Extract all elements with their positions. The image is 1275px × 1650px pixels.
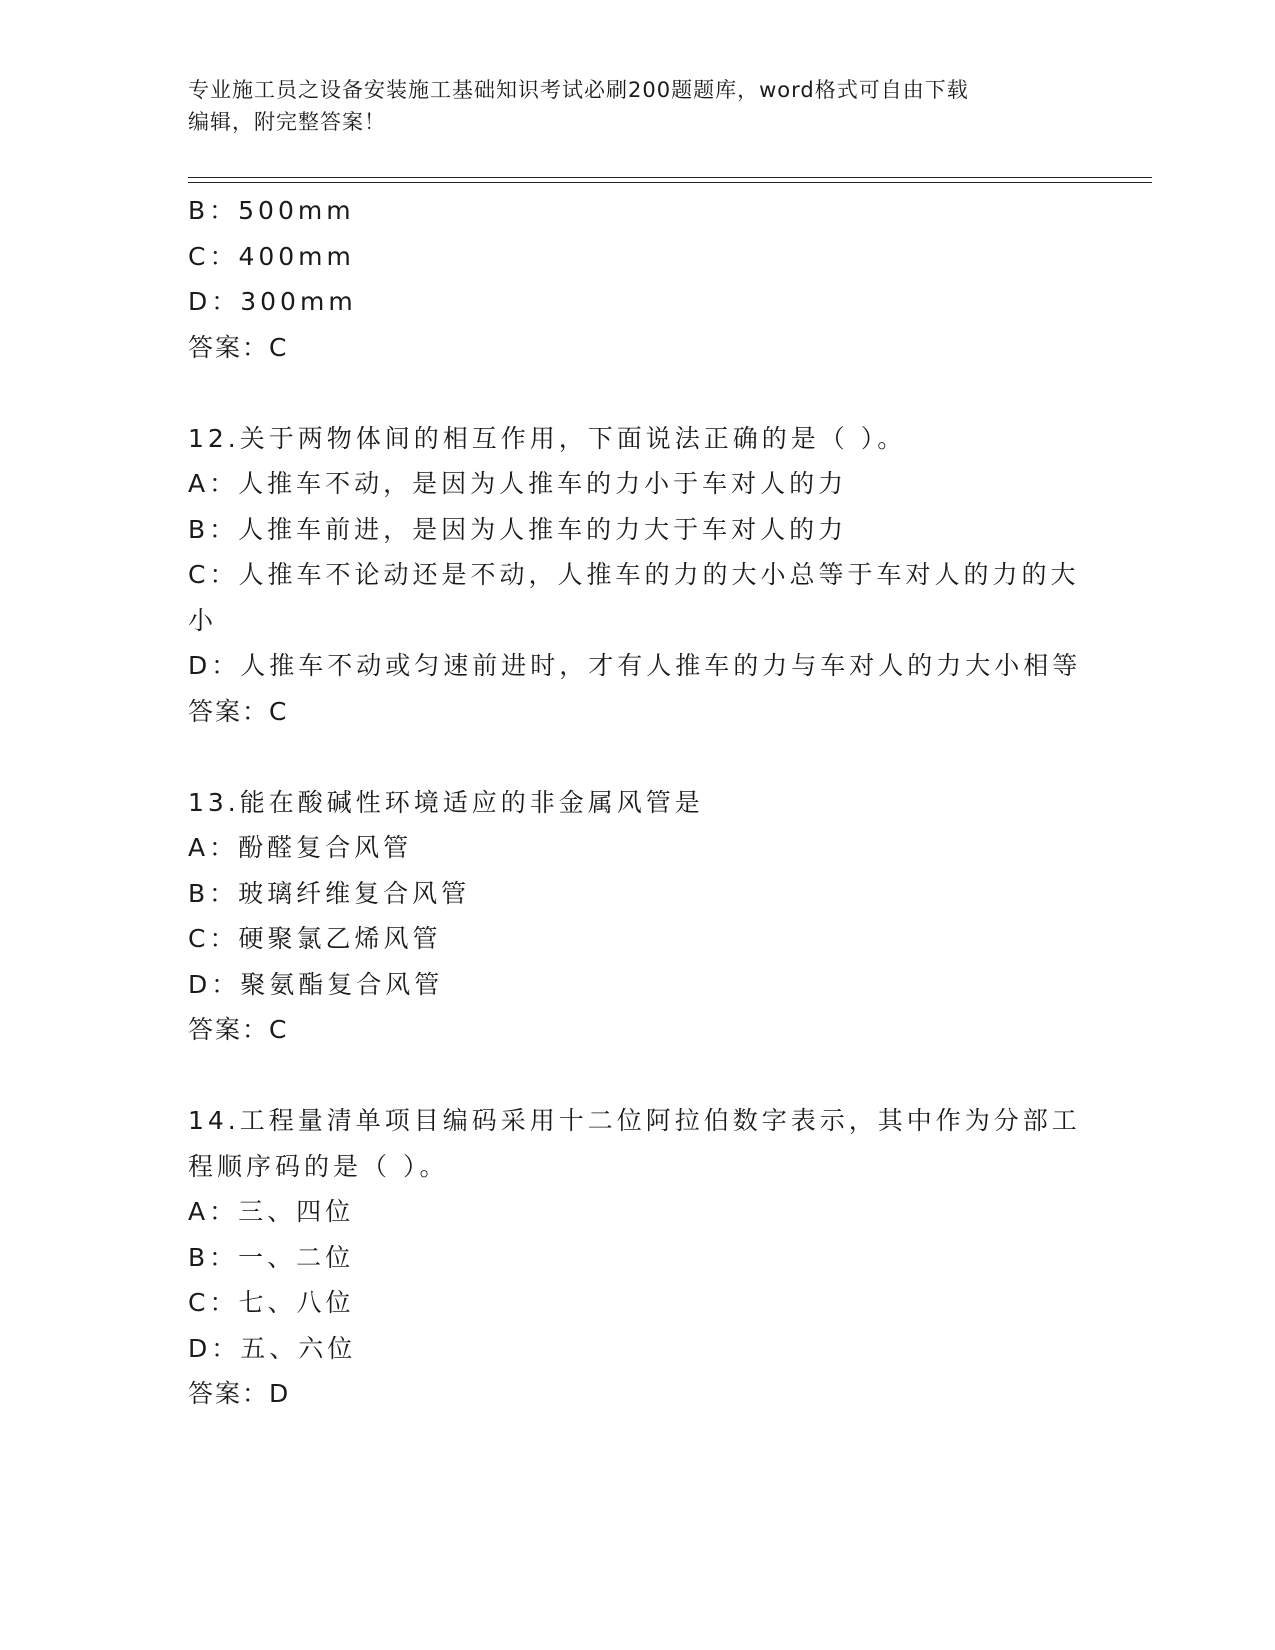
option-c-continued: 小 — [188, 605, 218, 635]
question-11-fragment — [188, 188, 1088, 370]
option-a: A：三、四位 — [188, 1197, 355, 1226]
question-13 — [188, 780, 1088, 1053]
answer-line: 答案：C — [188, 696, 289, 726]
option-b: B：玻璃纤维复合风管 — [188, 878, 471, 908]
option-c: C：400mm — [188, 241, 355, 271]
question-list — [188, 188, 1088, 1417]
option-d: D：聚氨酯复合风管 — [188, 969, 444, 999]
header-title-line-1: 专业施工员之设备安装施工基础知识考试必刷200题题库，word格式可自由下载 — [188, 78, 969, 102]
question-spacer — [188, 734, 1088, 780]
answer-line: 答案：C — [188, 332, 289, 362]
option-b: B：一、二位 — [188, 1242, 355, 1272]
option-a: A：人推车不动，是因为人推车的力小于车对人的力 — [188, 469, 848, 498]
document-header — [188, 74, 1068, 138]
option-b: B：500mm — [188, 196, 355, 225]
question-14 — [188, 1098, 1088, 1417]
option-d: D：五、六位 — [188, 1333, 357, 1363]
option-b: B：人推车前进，是因为人推车的力大于车对人的力 — [188, 514, 848, 544]
answer-line: 答案：C — [188, 1015, 289, 1044]
question-stem: 12.关于两物体间的相互作用，下面说法正确的是（ ）。 — [188, 423, 907, 453]
question-spacer — [188, 1053, 1088, 1099]
option-d: D：人推车不动或匀速前进时，才有人推车的力与车对人的力大小相等 — [188, 651, 1082, 680]
option-c: C：硬聚氯乙烯风管 — [188, 924, 442, 953]
question-stem: 13.能在酸碱性环境适应的非金属风管是 — [188, 787, 704, 817]
answer-line: 答案：D — [188, 1379, 291, 1408]
option-a: A：酚醛复合风管 — [188, 833, 413, 862]
question-stem-continued: 程顺序码的是（ ）。 — [188, 1151, 449, 1181]
question-12 — [188, 416, 1088, 735]
header-title-line-2: 编辑，附完整答案！ — [188, 110, 386, 134]
header-divider-bottom — [188, 182, 1152, 183]
option-d: D：300mm — [188, 287, 357, 316]
question-spacer — [188, 370, 1088, 416]
question-stem: 14.工程量清单项目编码采用十二位阿拉伯数字表示，其中作为分部工 — [188, 1106, 1081, 1135]
header-divider-top — [188, 177, 1152, 178]
option-c: C：七、八位 — [188, 1288, 355, 1317]
option-c: C：人推车不论动还是不动，人推车的力的大小总等于车对人的力的大 — [188, 560, 1080, 589]
